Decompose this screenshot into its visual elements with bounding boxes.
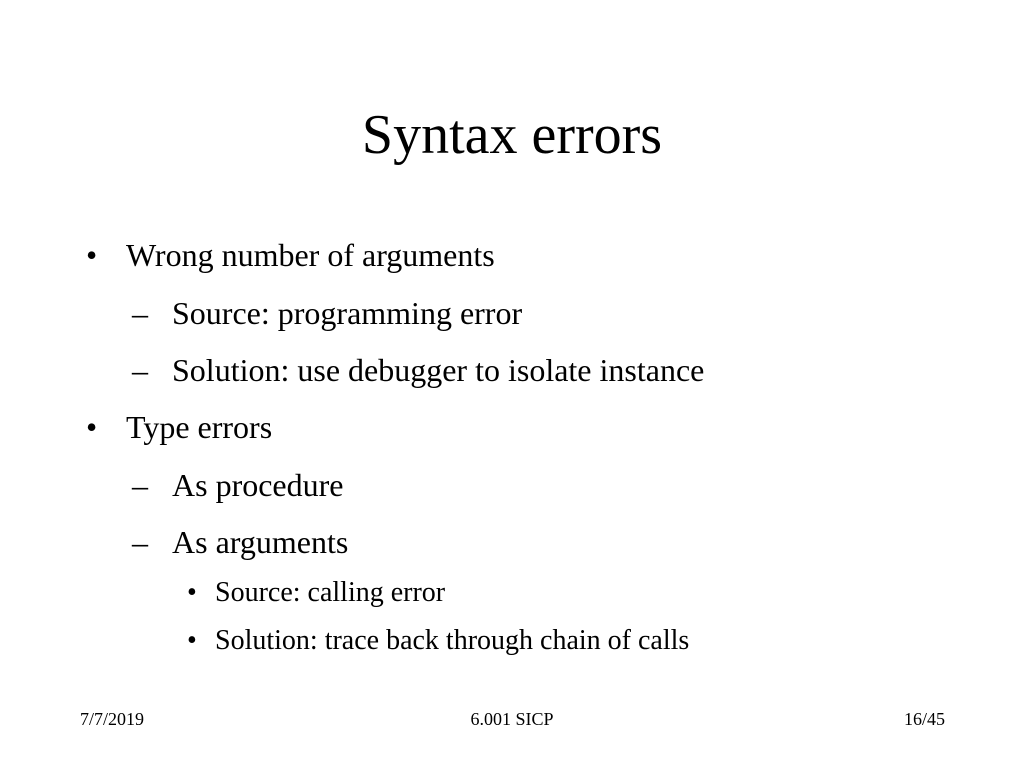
bullet-marker: • <box>86 409 98 445</box>
dash-marker: – <box>132 352 148 388</box>
sub-bullet-text: Solution: use debugger to isolate instance <box>172 352 705 388</box>
dash-marker: – <box>132 524 148 560</box>
bullet-marker: • <box>187 625 197 656</box>
footer-page-number: 16/45 <box>903 709 945 729</box>
sub-sub-bullet-text: Solution: trace back through chain of calls <box>215 625 690 656</box>
bullet-text: Wrong number of arguments <box>126 237 495 273</box>
slide-title: Syntax errors <box>361 104 663 166</box>
dash-marker: – <box>132 467 148 503</box>
sub-sub-bullet-text: Source: calling error <box>215 577 446 608</box>
footer-course: 6.001 SICP <box>470 709 554 729</box>
dash-marker: – <box>132 295 148 331</box>
sub-bullet-text: Source: programming error <box>172 295 523 331</box>
bullet-marker: • <box>187 577 197 608</box>
sub-bullet-text: As arguments <box>172 524 349 560</box>
sub-bullet-text: As procedure <box>172 467 344 503</box>
bullet-marker: • <box>86 237 98 273</box>
footer-date: 7/7/2019 <box>80 709 145 729</box>
bullet-text: Type errors <box>126 409 273 445</box>
